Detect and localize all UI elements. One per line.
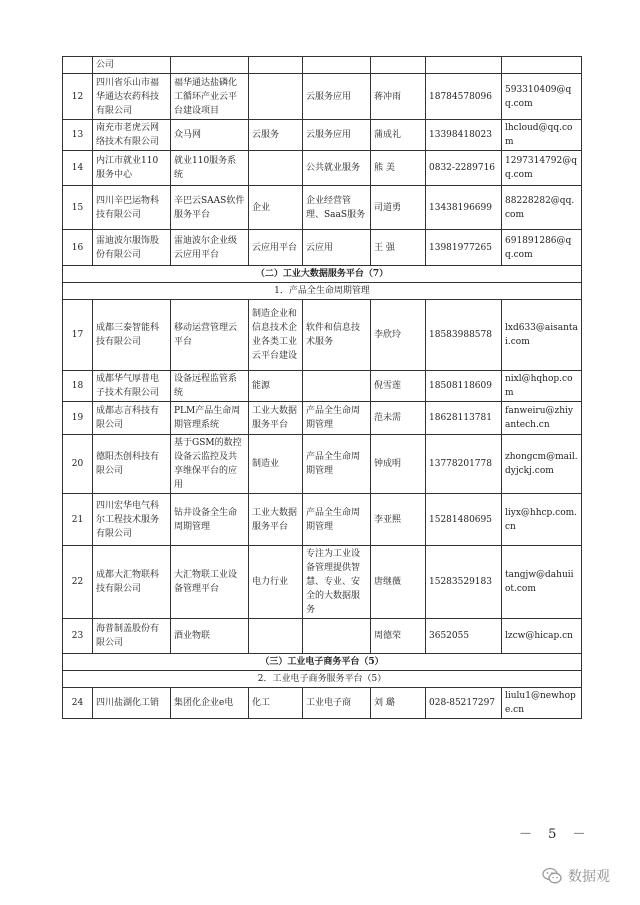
cell-phone: 0832-2289716 [426,151,502,186]
cell-phone: 13981977265 [426,230,502,266]
cell-phone: 13398418023 [426,120,502,151]
cell-contact: 周德荣 [371,619,426,654]
cell-contact: 倪雪莲 [371,371,426,402]
cell-field: 电力行业 [249,546,303,619]
cell-company: 南充市老虎云网络技术有限公司 [93,120,171,151]
cell-contact: 司道勇 [371,186,426,230]
table-row [63,120,582,151]
cell-company: 德阳杰创科技有限公司 [93,435,171,494]
watermark [542,866,610,886]
cell-email: liyx@hhcp.com.cn [502,494,582,546]
cell-field: 云应用平台 [249,230,303,266]
cell-phone: 13778201778 [426,435,502,494]
cell-field: 制造业 [249,435,303,494]
cell-field: 企业 [249,186,303,230]
cell-email: nixl@hqhop.com [502,371,582,402]
table-row [63,494,582,546]
subsection-heading-row [63,671,582,688]
cell-empty [249,57,303,74]
cell-empty [502,57,582,74]
cell-project: 设备远程监管系统 [171,371,249,402]
table-row [63,688,582,719]
cell-project: 集团化企业e电 [171,688,249,719]
section-title: （二）工业大数据服务平台（7） [63,266,582,283]
cell-empty [426,57,502,74]
cell-no-empty [63,57,93,74]
cell-phone: 15281480695 [426,494,502,546]
subsection-title: 1．产品全生命周期管理 [63,283,582,300]
cell-company: 成都华气厚普电子技术有限公司 [93,371,171,402]
cell-email: tangjw@dahuiiot.com [502,546,582,619]
cell-email: liulu1@newhope.cn [502,688,582,719]
cell-no: 21 [63,494,93,546]
cell-no: 12 [63,74,93,120]
cell-type: 企业经营管理、SaaS服务 [303,186,371,230]
cell-type: 云应用 [303,230,371,266]
cell-project: 就业110服务系统 [171,151,249,186]
cell-no: 15 [63,186,93,230]
cell-phone: 13438196699 [426,186,502,230]
cell-project: 钻井设备全生命周期管理 [171,494,249,546]
cell-field: 制造企业和信息技术企业各类工业云平台建设 [249,300,303,371]
cell-company: 四川辛巴运物科技有限公司 [93,186,171,230]
watermark-text: 数据观 [568,869,610,885]
cell-contact: 李亚熙 [371,494,426,546]
cell-empty [171,57,249,74]
cell-email: lzcw@hicap.cn [502,619,582,654]
section-heading-row [63,266,582,283]
cell-project: 雷迪波尔企业级云应用平台 [171,230,249,266]
cell-type [303,371,371,402]
cell-field: 化工 [249,688,303,719]
cell-company: 四川宏华电气科尔工程技术服务有限公司 [93,494,171,546]
cell-field [249,151,303,186]
page-number: － 5 － [519,827,592,842]
cell-project: 移动运营管理云平台 [171,300,249,371]
enterprise-list-table [62,56,582,719]
cell-email: 88228282@qq.com [502,186,582,230]
cell-no: 22 [63,546,93,619]
cell-contact: 范未需 [371,402,426,435]
cell-email: lhcloud@qq.com [502,120,582,151]
cell-type: 产品全生命周期管理 [303,435,371,494]
cell-type: 云服务应用 [303,74,371,120]
cell-field [249,619,303,654]
cell-field [249,74,303,120]
cell-contact: 蒋冲雨 [371,74,426,120]
cell-email: fanweiru@zhiyantech.cn [502,402,582,435]
cell-project: 大汇物联工业设备管理平台 [171,546,249,619]
cell-company: 四川盐湖化工销 [93,688,171,719]
cell-phone: 028-85217297 [426,688,502,719]
cell-company: 四川省乐山市福华通达农药科技有限公司 [93,74,171,120]
cell-no: 13 [63,120,93,151]
cell-contact: 熊 美 [371,151,426,186]
cell-project: 基于GSM的数控设备云监控及共享维保平台的应用 [171,435,249,494]
cell-email: zhongcm@mail.dyjckj.com [502,435,582,494]
cell-email: 593310409@qq.com [502,74,582,120]
cell-phone: 15283529183 [426,546,502,619]
cell-field: 云服务 [249,120,303,151]
cell-project: 辛巴云SAAS软件服务平台 [171,186,249,230]
table-row [63,230,582,266]
table-row [63,546,582,619]
cell-contact: 唐继薇 [371,546,426,619]
cell-company: 公司 [93,57,171,74]
cell-type [303,619,371,654]
section-title: （三）工业电子商务平台（5） [63,654,582,671]
cell-no: 23 [63,619,93,654]
table-row [63,371,582,402]
cell-field: 工业大数据服务平台 [249,402,303,435]
cell-project: 酒业物联 [171,619,249,654]
cell-email: lxd633@aisantai.com [502,300,582,371]
cell-contact: 钟成明 [371,435,426,494]
cell-type: 专注为工业设备管理提供智慧、专业、安全的大数据服务 [303,546,371,619]
cell-contact: 刘 璐 [371,688,426,719]
table-row [63,300,582,371]
cell-contact: 王 强 [371,230,426,266]
cell-email: 691891286@qq.com [502,230,582,266]
cell-type: 公共就业服务 [303,151,371,186]
cell-no: 19 [63,402,93,435]
cell-type: 产品全生命周期管理 [303,494,371,546]
cell-company: 成都三泰智能科技有限公司 [93,300,171,371]
cell-contact: 李欣玲 [371,300,426,371]
subsection-heading-row [63,283,582,300]
cell-field: 工业大数据服务平台 [249,494,303,546]
cell-company: 内江市就业110服务中心 [93,151,171,186]
subsection-title: 2．工业电子商务服务平台（5） [63,671,582,688]
cell-type: 云服务应用 [303,120,371,151]
cell-type: 工业电子商 [303,688,371,719]
table-row [63,186,582,230]
cell-project: 众马网 [171,120,249,151]
cell-no: 17 [63,300,93,371]
cell-no: 14 [63,151,93,186]
cell-no: 24 [63,688,93,719]
cell-project: 福华通达盐磷化工循环产业云平台建设项目 [171,74,249,120]
cell-no: 20 [63,435,93,494]
cell-empty [371,57,426,74]
cell-company: 成都志言科技有限公司 [93,402,171,435]
cell-phone: 18784578096 [426,74,502,120]
table-row [63,402,582,435]
table-row [63,435,582,494]
table-row [63,151,582,186]
table-row-continuation [63,57,582,74]
cell-project: PLM产品生命周期管理系统 [171,402,249,435]
cell-company: 雷迪波尔服饰股份有限公司 [93,230,171,266]
cell-company: 海普制盖股份有限公司 [93,619,171,654]
cell-contact: 蒲成礼 [371,120,426,151]
cell-phone: 18508118609 [426,371,502,402]
cell-no: 16 [63,230,93,266]
cell-field: 能源 [249,371,303,402]
section-heading-row [63,654,582,671]
cell-phone: 18628113781 [426,402,502,435]
cell-company: 成都大汇物联科技有限公司 [93,546,171,619]
cell-email: 1297314792@qq.com [502,151,582,186]
cell-phone: 18583988578 [426,300,502,371]
cell-no: 18 [63,371,93,402]
table-row [63,74,582,120]
wechat-icon [542,867,562,885]
cell-type: 产品全生命周期管理 [303,402,371,435]
cell-empty [303,57,371,74]
table-row [63,619,582,654]
cell-type: 软件和信息技术服务 [303,300,371,371]
cell-phone: 3652055 [426,619,502,654]
